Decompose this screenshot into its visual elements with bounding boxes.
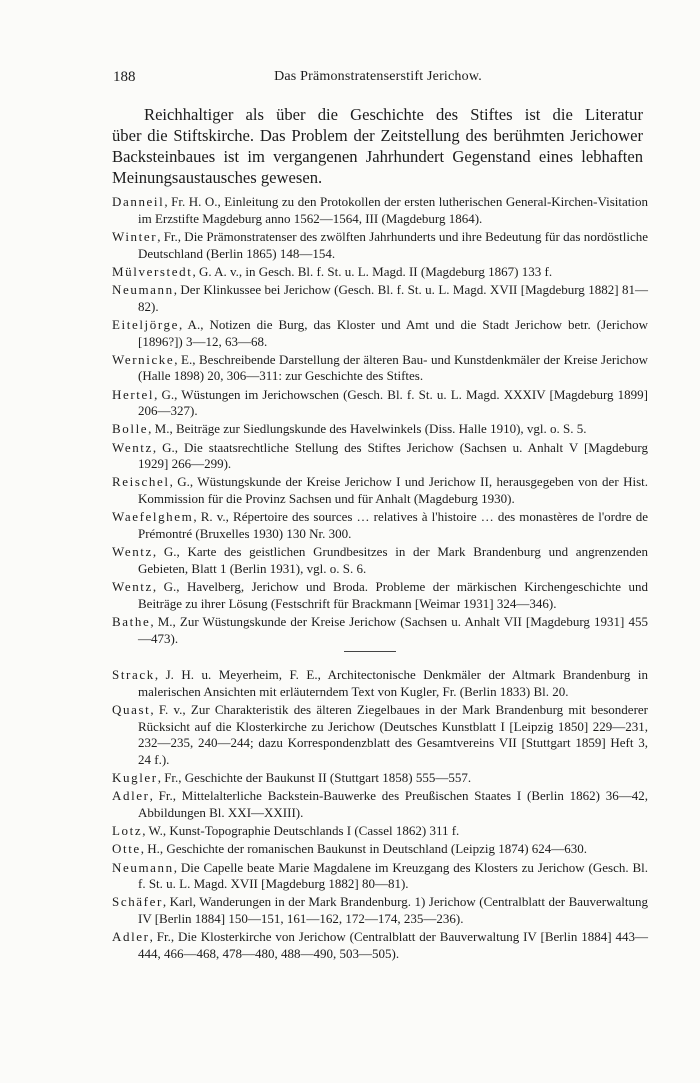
entry-text: , Fr. H. O., Einleitung zu den Protokollen der ersten lutherischen General-Kirchen-Visitation im Erzstifte Magdeburg anno 1562—1564, III (Magdeburg 1864).: [138, 194, 648, 226]
entry-text: , Karl, Wanderungen in der Mark Brandenburg. 1) Jerichow (Centralblatt der Bauverwaltung IV [Berlin 1884] 150—151, 161—162, 172—174, 235—236).: [138, 894, 648, 927]
bibliography-entry: [112, 544, 648, 578]
intro-paragraph: [112, 104, 643, 188]
bibliography-entry: [112, 474, 648, 508]
bibliography-history: [112, 194, 648, 649]
bibliography-entry: [112, 421, 648, 438]
section-divider: [344, 651, 396, 652]
intro-line: über die Stiftskirche. Das Problem der Zeitstellung des berühmten Jerichower: [112, 126, 643, 145]
page-number: 188: [113, 69, 136, 85]
entry-author: Adler: [112, 788, 150, 804]
entry-author: Winter: [112, 228, 158, 244]
entry-text: , Fr., Die Klosterkirche von Jerichow (Centralblatt der Bauverwaltung IV [Berlin 1884] 443—444, 466—468, 478—480, 488—490, 503—505).: [138, 929, 648, 962]
entry-author: Bolle: [112, 421, 149, 437]
bibliography-entry: [112, 770, 648, 787]
entry-text: , Fr., Die Prämonstratenser des zwölften Jahrhunderts und ihre Bedeutung für das nordöstliche Deutschland (Berlin 1865) 148—154.: [138, 228, 648, 261]
bibliography-entry: [112, 702, 648, 769]
bibliography-entry: [112, 282, 648, 316]
bibliography-entry: [112, 194, 648, 228]
entry-author: Danneil: [112, 194, 165, 209]
entry-author: Waefelghem: [112, 509, 194, 525]
bibliography-entry: [112, 352, 648, 386]
entry-text: , M., Beiträge zur Siedlungskunde des Havelwinkels (Diss. Halle 1910), vgl. o. S. 5.: [148, 421, 587, 437]
entry-author: Neumann: [112, 859, 174, 875]
entry-author: Quast: [112, 701, 151, 717]
bibliography-entry: [112, 440, 648, 474]
entry-author: Bathe: [112, 613, 151, 629]
running-title: Das Prämonstratenserstift Jerichow.: [274, 69, 482, 84]
entry-text: , F. v., Zur Charakteristik des älteren Ziegelbaues in der Mark Brandenburg mit besonderer Rücksicht auf die Klosterkirche zu Jerichow (Deutsches Kunstblatt I [Leipzig 1850] 229—231, 232—235, 240—244; dazu Korrespondenzblatt des Gesamtvereins VII [Stuttgart 1859] Heft 3, 24 f.).: [138, 701, 648, 768]
intro-line: Backsteinbaues ist im vergangenen Jahrhundert Gegenstand eines lebhaften: [112, 147, 643, 166]
entry-author: Adler: [112, 929, 150, 945]
entry-text: , Die Capelle beate Marie Magdalene im Kreuzgang des Klosters zu Jerichow (Gesch. Bl. f. St. u. L. Magd. XVII [Magdeburg 1882] 80—81).: [138, 859, 648, 892]
bibliography-entry: [112, 841, 648, 858]
bibliography-architecture: [112, 667, 648, 964]
bibliography-entry: [112, 929, 648, 963]
entry-author: Wentz: [112, 439, 153, 455]
bibliography-entry: [112, 894, 648, 928]
entry-author: Lotz: [112, 823, 143, 839]
bibliography-entry: [112, 509, 648, 543]
entry-author: Otte: [112, 841, 141, 857]
bibliography-entry: [112, 788, 648, 822]
bibliography-entry: [112, 229, 648, 263]
entry-author: Neumann: [112, 281, 174, 297]
entry-text: , Fr., Geschichte der Baukunst II (Stuttgart 1858) 555—557.: [157, 770, 472, 786]
bibliography-entry: [112, 579, 648, 613]
entry-author: Mülverstedt: [112, 263, 193, 279]
entry-author: Strack: [112, 667, 155, 682]
entry-text: , G. A. v., in Gesch. Bl. f. St. u. L. Magd. II (Magdeburg 1867) 133 f.: [192, 263, 553, 279]
entry-text: , W., Kunst-Topographie Deutschlands I (Cassel 1862) 311 f.: [142, 823, 460, 839]
running-head: [113, 68, 643, 86]
entry-author: Wentz: [112, 544, 153, 560]
entry-author: Kugler: [112, 770, 158, 786]
entry-author: Eiteljörge: [112, 316, 180, 332]
entry-author: Wentz: [112, 579, 153, 595]
entry-author: Wernicke: [112, 351, 175, 367]
entry-text: , Der Klinkussee bei Jerichow (Gesch. Bl. f. St. u. L. Magd. XVII [Magdeburg 1882] 81—82).: [138, 281, 648, 314]
entry-text: , G., Havelberg, Jerichow und Broda. Probleme der märkischen Kirchengeschichte und Beiträge zu ihrer Lösung (Festschrift für Brackmann [Weimar 1931] 324—346).: [138, 579, 648, 611]
intro-line: Meinungsaustausches gewesen.: [112, 168, 323, 187]
entry-author: Reischel: [112, 474, 170, 490]
entry-text: , G., Wüstungskunde der Kreise Jerichow I und Jerichow II, herausgegeben von der Hist. Kommission für die Provinz Sachsen und für Anhalt (Magdeburg 1930).: [138, 474, 648, 507]
entry-text: , J. H. u. Meyerheim, F. E., Architectonische Denkmäler der Altmark Brandenburg in malerischen Ansichten mit erläuterndem Text von Kugler, Fr. (Berlin 1833) Bl. 20.: [138, 667, 648, 699]
bibliography-entry: [112, 667, 648, 701]
bibliography-entry: [112, 614, 648, 648]
bibliography-entry: [112, 264, 648, 281]
entry-text: , Fr., Mittelalterliche Backstein-Bauwerke des Preußischen Staates I (Berlin 1862) 36—42, Abbildungen Bl. XXI—XXIII).: [138, 788, 648, 821]
entry-text: , G., Wüstungen im Jerichowschen (Gesch. Bl. f. St. u. L. Magd. XXXIV [Magdeburg 1899] 206—327).: [138, 386, 648, 419]
entry-text: , A., Notizen die Burg, das Kloster und Amt und die Stadt Jerichow betr. (Jerichow [1896?]) 3—12, 63—68.: [138, 316, 648, 349]
bibliography-entry: [112, 387, 648, 421]
bibliography-entry: [112, 823, 648, 840]
entry-author: Schäfer: [112, 894, 163, 910]
entry-text: , E., Beschreibende Darstellung der älteren Bau- und Kunstdenkmäler der Kreise Jerichow (Halle 1898) 20, 306—311: zur Geschichte des Stiftes.: [138, 351, 648, 384]
entry-text: , H., Geschichte der romanischen Baukunst in Deutschland (Leipzig 1874) 624—630.: [140, 841, 588, 857]
bibliography-entry: [112, 860, 648, 894]
entry-text: , R. v., Répertoire des sources … relatives à l'histoire … des monastères de l'ordre de Prémontré (Bruxelles 1930) 130 Nr. 300.: [138, 509, 648, 542]
intro-line: Reichhaltiger als über die Geschichte des Stiftes ist die Literatur: [144, 105, 643, 124]
entry-text: , G., Karte des geistlichen Grundbesitzes in der Mark Brandenburg und angrenzenden Gebieten, Blatt 1 (Berlin 1931), vgl. o. S. 6.: [138, 544, 648, 576]
entry-author: Hertel: [112, 386, 155, 402]
entry-text: , G., Die staatsrechtliche Stellung des Stiftes Jerichow (Sachsen u. Anhalt V [Magdeburg 1929] 266—299).: [138, 439, 648, 472]
bibliography-entry: [112, 317, 648, 351]
entry-text: , M., Zur Wüstungskunde der Kreise Jerichow (Sachsen u. Anhalt VII [Magdeburg 1931] 455—473).: [138, 613, 648, 646]
